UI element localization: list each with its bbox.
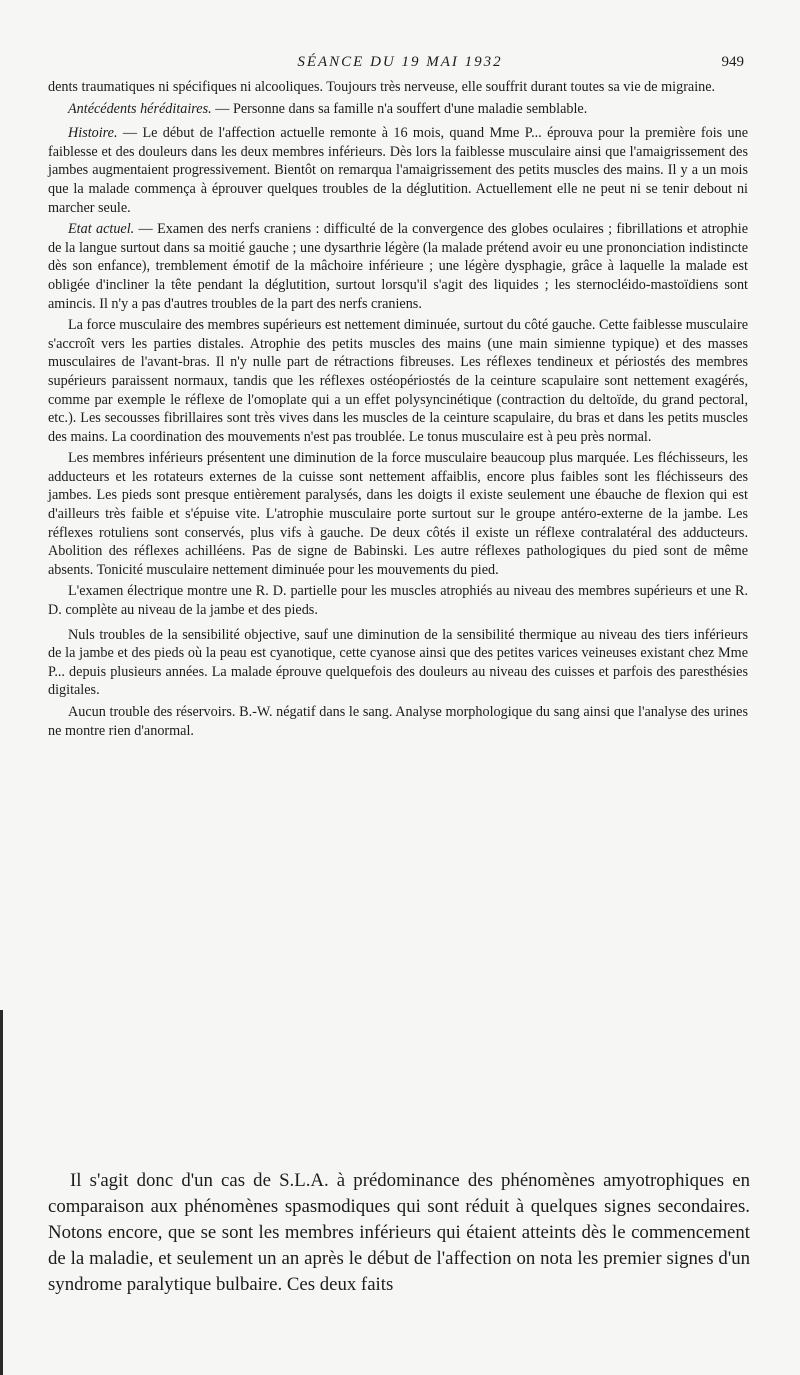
case-report-body bbox=[48, 78, 748, 743]
paragraph: L'examen électrique montre une R. D. partielle pour les muscles atrophiés au niveau des membres supérieurs et une R. D. complète au niveau de la jambe et des pieds. bbox=[48, 583, 748, 619]
scan-edge-shadow bbox=[0, 1010, 3, 1375]
conclusion-paragraph: Il s'agit donc d'un cas de S.L.A. à prédominance des phénomènes amyotrophiques en comparaison aux phénomènes spasmodiques qui sont réduit à quelques signes secondaires. Notons encore, que se sont les membres inférieurs qui étaient atteints dès le commencement de la maladie, et seulement un an après le début de l'affection on nota les premier signes d'un syndrome paralytique bulbaire. Ces deux faits bbox=[48, 1170, 750, 1295]
paragraph-lead: Etat actuel. bbox=[68, 221, 135, 238]
page-number: 949 bbox=[721, 54, 744, 70]
running-title: SÉANCE DU 19 MAI 1932 bbox=[297, 54, 503, 70]
paragraph-lead: Antécédents héréditaires. bbox=[68, 100, 212, 117]
paragraph: dents traumatiques ni spécifiques ni alcooliques. Toujours très nerveuse, elle souffrit durant toutes sa vie de migraine. bbox=[48, 79, 716, 95]
running-header bbox=[0, 54, 800, 78]
paragraph: Nuls troubles de la sensibilité objective, sauf une diminution de la sensibilité thermique au niveau des tiers inférieurs de la jambe et des pieds où la peau est cyanotique, cette cyanose ainsi que des petites varices veineuses existant chez Mme P... depuis plusieurs années. La malade éprouve quelquefois des douleurs au niveau des cuisses et parfois des paresthésies digitales. bbox=[48, 626, 748, 699]
paragraph-lead: Histoire. bbox=[68, 125, 118, 142]
paragraph: Les membres inférieurs présentent une diminution de la force musculaire beaucoup plus marquée. Les fléchisseurs, les adducteurs et les rotateurs externes de la cuisse sont nettement affaiblis, encore plus faibles sont les fléchisseurs des jambes. Les pieds sont presque entièrement paralysés, dans les doigts il existe seulement une ébauche de flexion qui est d'ailleurs très faible et s'épuise vite. L'atrophie musculaire porte surtout sur le groupe antéro-externe de la jambe. Les réflexes rotuliens sont conservés, plus vifs à gauche. De deux côtés il existe un réflexe contralatéral des adducteurs. Abolition des réflexes achilléens. Pas de signe de Babinski. Les autre réflexes pathologiques du pied sont de même absents. Tonicité musculaire nettement diminuée pour les mouvements du pied. bbox=[48, 450, 748, 578]
conclusion-text bbox=[48, 1168, 750, 1298]
paragraph-histoire: Histoire. — Le début de l'affection actuelle remonte à 16 mois, quand Mme P... éprouva pour la première fois une faiblesse et des douleurs dans les deux membres inférieurs. Dès lors la faiblesse musculaire ainsi que l'amaigrissement des jambes augmentaient progressivement. Bientôt on remarqua l'amaigrissement des petits muscles des mains. Il y a un mois que la malade commença à éprouver quelques troubles de la déglutition. Actuellement elle ne peut ni se tenir debout ni marcher seule. bbox=[48, 125, 748, 216]
paragraph-etat-actuel: Etat actuel. — Examen des nerfs craniens : difficulté de la convergence des globes oculaires ; fibrillations et atrophie de la langue surtout dans sa moitié gauche ; une dysarthrie légère (la malade prétend avoir eu une prononciation indistincte dès son enfance), tremblement émotif de la mâchoire inférieure ; une légère dysphagie, grâce à laquelle la malade est obligée d'incliner la tête pendant la déglutition, surtout lorsqu'il s'agit des liquides ; les sternocléido-mastoïdiens sont amincis. Il n'y a pas d'autres troubles de la part des nerfs craniens. bbox=[48, 221, 748, 312]
paragraph-antecedents: Antécédents héréditaires. — Personne dans sa famille n'a souffert d'une maladie semblable. bbox=[68, 100, 588, 117]
paragraph: La force musculaire des membres supérieurs est nettement diminuée, surtout du côté gauche. Cette faiblesse musculaire s'accroît vers les parties distales. Atrophie des petits muscles des mains (une main simienne typique) et des masses musculaires de l'avant-bras. Il n'y nulle part de rétractions fibreuses. Les réflexes tendineux et périostés des membres supérieurs paraissent normaux, tandis que les réflexes ostéopériostés de la ceinture scapulaire sont nettement exagérés, comme par exemple le réflexe de l'omoplate qui a un effet polysyncinétique (contraction du deltoïde, du grand pectoral, etc.). Les secousses fibrillaires sont très vives dans les muscles de la ceinture scapulaire, du bras et dans les petits muscles des mains. La coordination des mouvements n'est pas troublée. Le tonus musculaire est à peu près normal. bbox=[48, 317, 748, 445]
paragraph: Aucun trouble des réservoirs. B.-W. négatif dans le sang. Analyse morphologique du sang ainsi que l'analyse des urines ne montre rien d'anormal. bbox=[48, 704, 748, 739]
